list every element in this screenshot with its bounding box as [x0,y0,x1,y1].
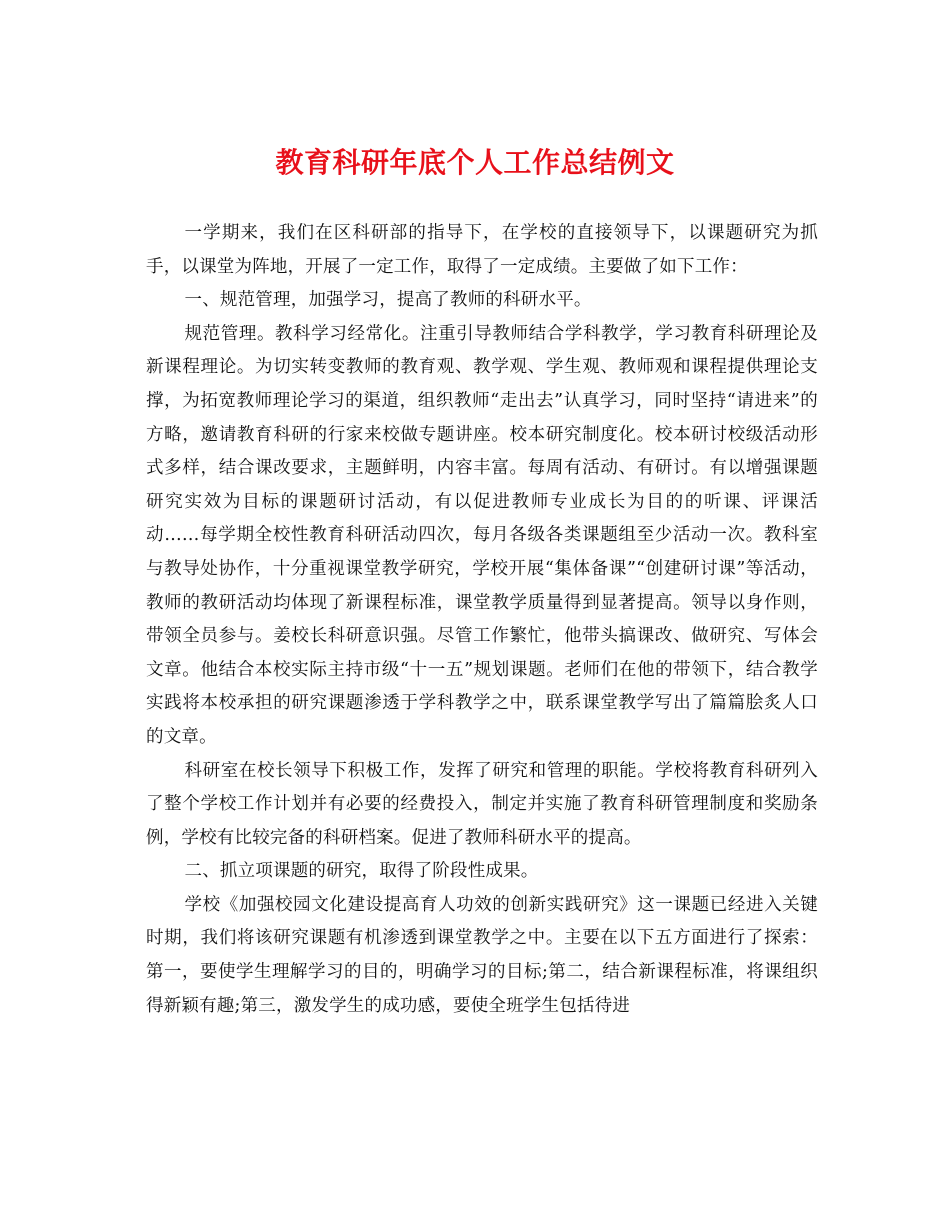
paragraph-project: 学校《加强校园文化建设提高育人功效的创新实践研究》这一课题已经进入关键时期，我们将该研究课题有机渗透到课堂教学之中。主要在以下五方面进行了探索：第一，要使学生理解学习的目的，明确学习的目标;第二，结合新课程标准，将课组织得新颖有趣;第三，激发学生的成功感，要使全班学生包括待进 [146,894,818,1016]
paragraph-research-office: 科研室在校长领导下积极工作，发挥了研究和管理的职能。学校将教育科研列入了整个学校工作计划并有必要的经费投入，制定并实施了教育科研管理制度和奖励条例，学校有比较完备的科研档案。促进了教师科研水平的提高。 [146,760,818,848]
paragraph-intro: 一学期来，我们在区科研部的指导下，在学校的直接领导下，以课题研究为抓手，以课堂为阵地，开展了一定工作，取得了一定成绩。主要做了如下工作： [146,223,818,277]
paragraph-management: 规范管理。教科学习经常化。注重引导教师结合学科教学，学习教育科研理论及新课程理论。为切实转变教师的教育观、教学观、学生观、教师观和课程提供理论支撑，为拓宽教师理论学习的渠道，组织教师“走出去”认真学习，同时坚持“请进来”的方略，邀请教育科研的行家来校做专题讲座。校本研究制度化。校本研讨校级活动形式多样，结合课改要求，主题鲜明，内容丰富。每周有活动、有研讨。有以增强课题研究实效为目标的课题研讨活动，有以促进教师专业成长为目的的听课、评课活动……每学期全校性教育科研活动四次，每月各级各类课题组至少活动一次。教科室与教导处协作，十分重视课堂教学研究，学校开展“集体备课”“创建研讨课”等活动，教师的教研活动均体现了新课程标准，课堂教学质量得到显著提高。领导以身作则，带领全员参与。姜校长科研意识强。尽管工作繁忙，他带头搞课改、做研究、写体会文章。他结合本校实际主持市级“十一五”规划课题。老师们在他的带领下，结合教学实践将本校承担的研究课题渗透于学科教学之中，联系课堂教学写出了篇篇脍炙人口的文章。 [146,323,818,747]
document-title: 教育科研年底个人工作总结例文 [275,146,675,179]
paragraph-heading-2: 二、抓立项课题的研究，取得了阶段性成果。 [184,861,539,882]
paragraph-heading-1: 一、规范管理，加强学习，提高了教师的科研水平。 [184,290,592,311]
document-body [146,217,818,1023]
